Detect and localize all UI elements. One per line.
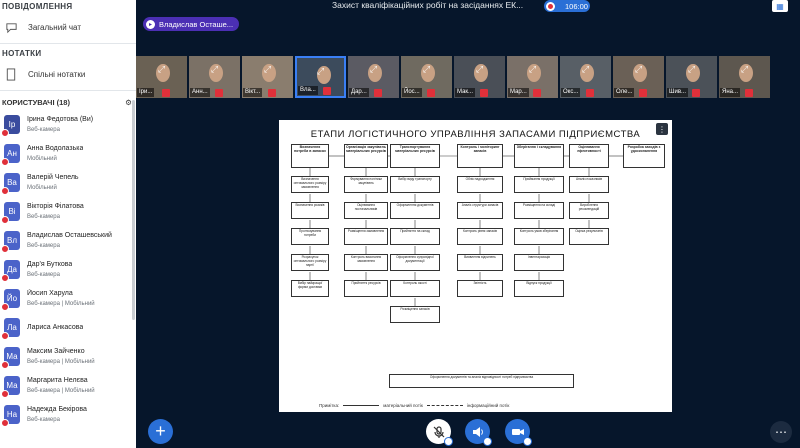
speaker-icon — [471, 425, 485, 439]
video-tile-label: Шив... — [669, 89, 687, 95]
avatar — [4, 173, 20, 192]
muted-icon — [586, 89, 594, 97]
user-list-item[interactable] — [0, 342, 136, 371]
diagram-step-box: Визначення ризиків — [291, 202, 329, 219]
user-name: Максим Зайченко — [27, 347, 85, 355]
video-tile[interactable] — [719, 56, 770, 98]
user-info — [27, 144, 83, 164]
user-device: Веб-камера — [27, 242, 60, 249]
diagram-step-box: Оцінка результатів — [569, 228, 609, 245]
muted-icon — [323, 87, 331, 95]
diagram-step-box: Визначення оптимального розміру замовлення — [291, 176, 329, 193]
public-chat-link[interactable] — [0, 14, 136, 40]
video-tile[interactable] — [348, 56, 399, 98]
user-info — [27, 115, 93, 135]
video-tile-label: Іри... — [139, 89, 153, 95]
user-info — [27, 231, 112, 251]
user-list-item[interactable] — [0, 284, 136, 313]
legend-dashed-line — [427, 405, 463, 406]
user-list-item[interactable] — [0, 371, 136, 400]
video-tile-label: Мар... — [510, 89, 527, 95]
add-actions-button[interactable]: + — [148, 419, 173, 444]
avatar-initials: Ір — [8, 120, 16, 129]
user-device: Веб-камера | Мобільний — [27, 387, 95, 394]
avatar — [4, 115, 20, 134]
user-info — [27, 289, 95, 309]
muted-mic-icon — [1, 187, 9, 195]
recording-indicator[interactable] — [544, 0, 590, 12]
user-list-item[interactable] — [0, 255, 136, 284]
diagram-step-box: Прогнозування потреби — [291, 228, 329, 245]
video-tile[interactable] — [666, 56, 717, 98]
public-chat-label: Загальний чат — [28, 22, 81, 32]
muted-mic-icon — [1, 303, 9, 311]
top-bar — [136, 0, 800, 14]
video-button[interactable] — [505, 419, 530, 444]
fullscreen-icon[interactable]: ⤢ — [528, 64, 537, 74]
avatar-initials: Вл — [6, 236, 17, 245]
diagram-step-box: Контроль рівня запасів — [457, 228, 503, 245]
avatar — [4, 260, 20, 279]
user-list-item[interactable] — [0, 400, 136, 429]
user-name: Владислав Осташевський — [27, 231, 112, 239]
muted-mic-icon — [1, 158, 9, 166]
diagram-step-box: Розміщення запасів — [390, 306, 440, 323]
diagram-column-head: Оцінювання ефективності — [569, 144, 609, 168]
avatar-initials: Ма — [6, 381, 18, 390]
fullscreen-icon[interactable]: ⤢ — [316, 66, 325, 76]
diagram-step-box: Інвентаризація — [514, 254, 564, 271]
video-tile-label: Вікт... — [245, 89, 261, 95]
video-tile[interactable] — [507, 56, 558, 98]
video-tile[interactable] — [136, 56, 187, 98]
diagram-step-box: Вироблення рекомендацій — [569, 202, 609, 219]
avatar — [4, 318, 20, 337]
diagram-step-box: Аналіз структури запасів — [457, 202, 503, 219]
user-device: Веб-камера | Мобільний — [27, 358, 95, 365]
video-tile-label: Йос... — [404, 89, 420, 95]
sidebar — [0, 0, 136, 448]
muted-mic-icon — [1, 390, 9, 398]
camera-icon — [511, 425, 525, 439]
fullscreen-icon[interactable]: ⤢ — [369, 64, 378, 74]
muted-icon — [215, 89, 223, 97]
avatar-initials: Ві — [8, 207, 16, 216]
user-name: Дар'я Буткова — [27, 260, 73, 268]
video-tile[interactable] — [189, 56, 240, 98]
video-tile-label: Дар... — [351, 89, 367, 95]
muted-icon — [533, 89, 541, 97]
video-tile[interactable] — [613, 56, 664, 98]
user-name: Ірина Федотова (Ви) — [27, 115, 94, 123]
avatar — [4, 376, 20, 395]
legend-label: Примітка: — [319, 403, 340, 408]
diagram-column-head: Розробка заходів з удосконалення — [623, 144, 665, 168]
video-tile[interactable] — [454, 56, 505, 98]
diagram-step-box: Розміщення замовлення — [344, 228, 388, 245]
video-options-icon[interactable] — [523, 437, 532, 446]
user-info — [27, 260, 72, 280]
user-device: Веб-камера — [27, 213, 60, 220]
diagram-step-box: Контроль якості — [390, 280, 440, 297]
user-list-item[interactable] — [0, 197, 136, 226]
muted-mic-icon — [1, 332, 9, 340]
fullscreen-icon[interactable]: ⤢ — [475, 64, 484, 74]
diagram-column-head: Організація закупівель матеріальних ресурсів — [344, 144, 388, 168]
fullscreen-icon[interactable]: ⤢ — [687, 64, 696, 74]
muted-icon — [427, 89, 435, 97]
fullscreen-icon[interactable]: ⤢ — [581, 64, 590, 74]
muted-mic-icon — [1, 245, 9, 253]
user-device: Мобільний — [27, 184, 57, 191]
muted-mic-icon — [1, 361, 9, 369]
muted-mic-icon — [1, 129, 9, 137]
user-list-item[interactable] — [0, 313, 136, 342]
diagram-step-box: Оцінювання постачальників — [344, 202, 388, 219]
video-strip — [136, 56, 800, 98]
user-name: Надежда Бекірова — [27, 405, 87, 413]
chat-icon — [4, 20, 18, 34]
video-tile[interactable] — [560, 56, 611, 98]
bottom-box: Оформлення документів та аналіз відповідності потреб підприємства — [389, 374, 574, 388]
muted-mic-icon — [1, 216, 9, 224]
divider — [0, 43, 136, 44]
diagram-step-box: Розрахунок оптимального розміру партії — [291, 254, 329, 271]
user-name: Вікторія Філатова — [27, 202, 84, 210]
diagram-step-box: Контроль виконання замовлення — [344, 254, 388, 271]
user-list — [0, 110, 136, 429]
fullscreen-icon[interactable]: ⤢ — [740, 64, 749, 74]
connection-status-icon[interactable]: ▦ — [772, 0, 788, 12]
video-tile-label: Окс... — [563, 89, 579, 95]
avatar — [4, 202, 20, 221]
user-name: Маргарита Нелєва — [27, 376, 88, 384]
user-info — [27, 347, 95, 367]
fullscreen-icon[interactable]: ⤢ — [634, 64, 643, 74]
legend-info: інформаційний потік — [466, 403, 510, 408]
avatar-initials: Да — [7, 265, 17, 274]
user-device: Веб-камера — [27, 126, 60, 133]
diagram-step-box: Вибір виду транспорту — [390, 176, 440, 193]
diagram-step-box: Оформлення документів — [390, 202, 440, 219]
audio-options-icon[interactable] — [483, 437, 492, 446]
user-name: Йосип Харула — [27, 289, 73, 297]
fullscreen-icon[interactable]: ⤢ — [263, 64, 272, 74]
user-info — [27, 323, 83, 333]
user-name: Валерій Чепель — [27, 173, 79, 181]
avatar-initials: Йо — [6, 294, 18, 303]
diagram-step-box: Контроль умов зберігання — [514, 228, 564, 245]
fullscreen-icon[interactable]: ⤢ — [210, 64, 219, 74]
avatar — [4, 347, 20, 366]
user-list-item[interactable] — [0, 139, 136, 168]
muted-icon — [268, 89, 276, 97]
muted-icon — [692, 89, 700, 97]
user-info — [27, 202, 84, 222]
user-device: Веб-камера — [27, 271, 60, 278]
diagram-column-head: Транспортування матеріальних ресурсів — [390, 144, 440, 168]
video-tile-label: Мак... — [457, 89, 474, 95]
video-tile-label: Яна... — [722, 89, 738, 95]
divider — [0, 90, 136, 91]
gear-icon[interactable]: ⚙ — [125, 97, 132, 107]
more-options-button[interactable]: ⋯ — [770, 421, 792, 443]
mute-button[interactable] — [426, 419, 451, 444]
main-area — [136, 0, 800, 448]
muted-icon — [480, 89, 488, 97]
video-tile[interactable] — [295, 56, 346, 98]
avatar-initials: Ма — [6, 352, 18, 361]
user-info — [27, 405, 87, 425]
muted-mic-icon — [1, 419, 9, 427]
video-tile[interactable] — [401, 56, 452, 98]
avatar — [4, 289, 20, 308]
users-header — [0, 94, 136, 110]
shared-notes-label: Спільні нотатки — [28, 69, 86, 79]
muted-icon — [162, 89, 170, 97]
diagram-step-box: Приймання продукції — [514, 176, 564, 193]
diagram-step-box: Облік надходження — [457, 176, 503, 193]
diagram-step-box: Відпуск продукції — [514, 280, 564, 297]
legend-material: матеріальний потік — [383, 403, 423, 408]
notes-icon — [4, 67, 18, 81]
shared-notes-link[interactable] — [0, 61, 136, 87]
fullscreen-icon[interactable]: ⤢ — [422, 64, 431, 74]
user-name: Анна Водолазька — [27, 144, 84, 152]
diagram-step-box: Розміщення на складі — [514, 202, 564, 219]
notes-header: НОТАТКИ — [2, 49, 42, 58]
mic-off-icon — [432, 425, 446, 439]
diagram-step-box: Формування політики закупівель — [344, 176, 388, 193]
muted-mic-icon — [1, 274, 9, 282]
video-tile-label: Вла... — [300, 87, 316, 93]
meeting-title: Захист кваліфікаційних робіт на засіданнях ЕК... — [332, 0, 524, 10]
mic-options-icon[interactable] — [444, 437, 453, 446]
user-list-item[interactable] — [0, 110, 136, 139]
user-list-item[interactable] — [0, 226, 136, 255]
presenter-pill — [143, 17, 239, 31]
diagram-step-box: Прийняття на склад — [390, 228, 440, 245]
diagram-column-head: Зберігання і складування — [514, 144, 564, 168]
diagram-step-box: Аналіз показників — [569, 176, 609, 193]
avatar — [4, 405, 20, 424]
diagram-step-box: Оформлення супровідної документації — [390, 254, 440, 271]
muted-icon — [639, 89, 647, 97]
avatar-initials: Ла — [7, 323, 17, 332]
user-list-item[interactable] — [0, 168, 136, 197]
avatar-initials: Ан — [7, 149, 17, 158]
fullscreen-icon[interactable]: ⤢ — [157, 64, 166, 74]
diagram-step-box: Виявлення відхилень — [457, 254, 503, 271]
video-tile[interactable] — [242, 56, 293, 98]
slide-title: ЕТАПИ ЛОГІСТИЧНОГО УПРАВЛІННЯ ЗАПАСАМИ ПІДПРИЄМСТВА — [310, 129, 641, 140]
audio-button[interactable] — [465, 419, 490, 444]
user-device: Веб-камера — [27, 416, 60, 423]
muted-icon — [745, 89, 753, 97]
presentation-slide — [279, 120, 672, 412]
avatar — [4, 231, 20, 250]
slide-options-icon[interactable]: ⋮ — [658, 124, 666, 134]
avatar — [4, 144, 20, 163]
sidebar-scrollbar[interactable] — [132, 100, 135, 320]
muted-icon — [374, 89, 382, 97]
users-header-label: КОРИСТУВАЧІ (18) — [2, 97, 70, 107]
recording-time: 106:00 — [565, 1, 588, 11]
diagram-step-box: Прийняття ресурсів — [344, 280, 388, 297]
avatar-initials: На — [6, 410, 18, 419]
user-info — [27, 376, 95, 396]
video-tile-label: Анн... — [192, 89, 208, 95]
avatar-initials: Ва — [7, 178, 17, 187]
video-tile-label: Оле... — [616, 89, 633, 95]
user-device: Веб-камера | Мобільний — [27, 300, 95, 307]
diagram-column-head: Контроль і моніторинг запасів — [457, 144, 503, 168]
diagram-step-box: Звітність — [457, 280, 503, 297]
record-icon — [546, 2, 555, 11]
diagram-step-box: Вибір найкращої форми доставки — [291, 280, 329, 297]
user-device: Мобільний — [27, 155, 57, 162]
presenter-icon: ▸ — [146, 20, 155, 29]
legend-solid-line — [343, 405, 379, 406]
diagram-column-head: Визначення потреби в запасах — [291, 144, 329, 168]
user-name: Лариса Анкасова — [27, 323, 84, 331]
user-info — [27, 173, 79, 193]
slide-legend — [319, 403, 509, 408]
presenter-name: Владислав Осташе... — [159, 19, 234, 29]
messages-header: ПОВІДОМЛЕННЯ — [2, 2, 73, 11]
